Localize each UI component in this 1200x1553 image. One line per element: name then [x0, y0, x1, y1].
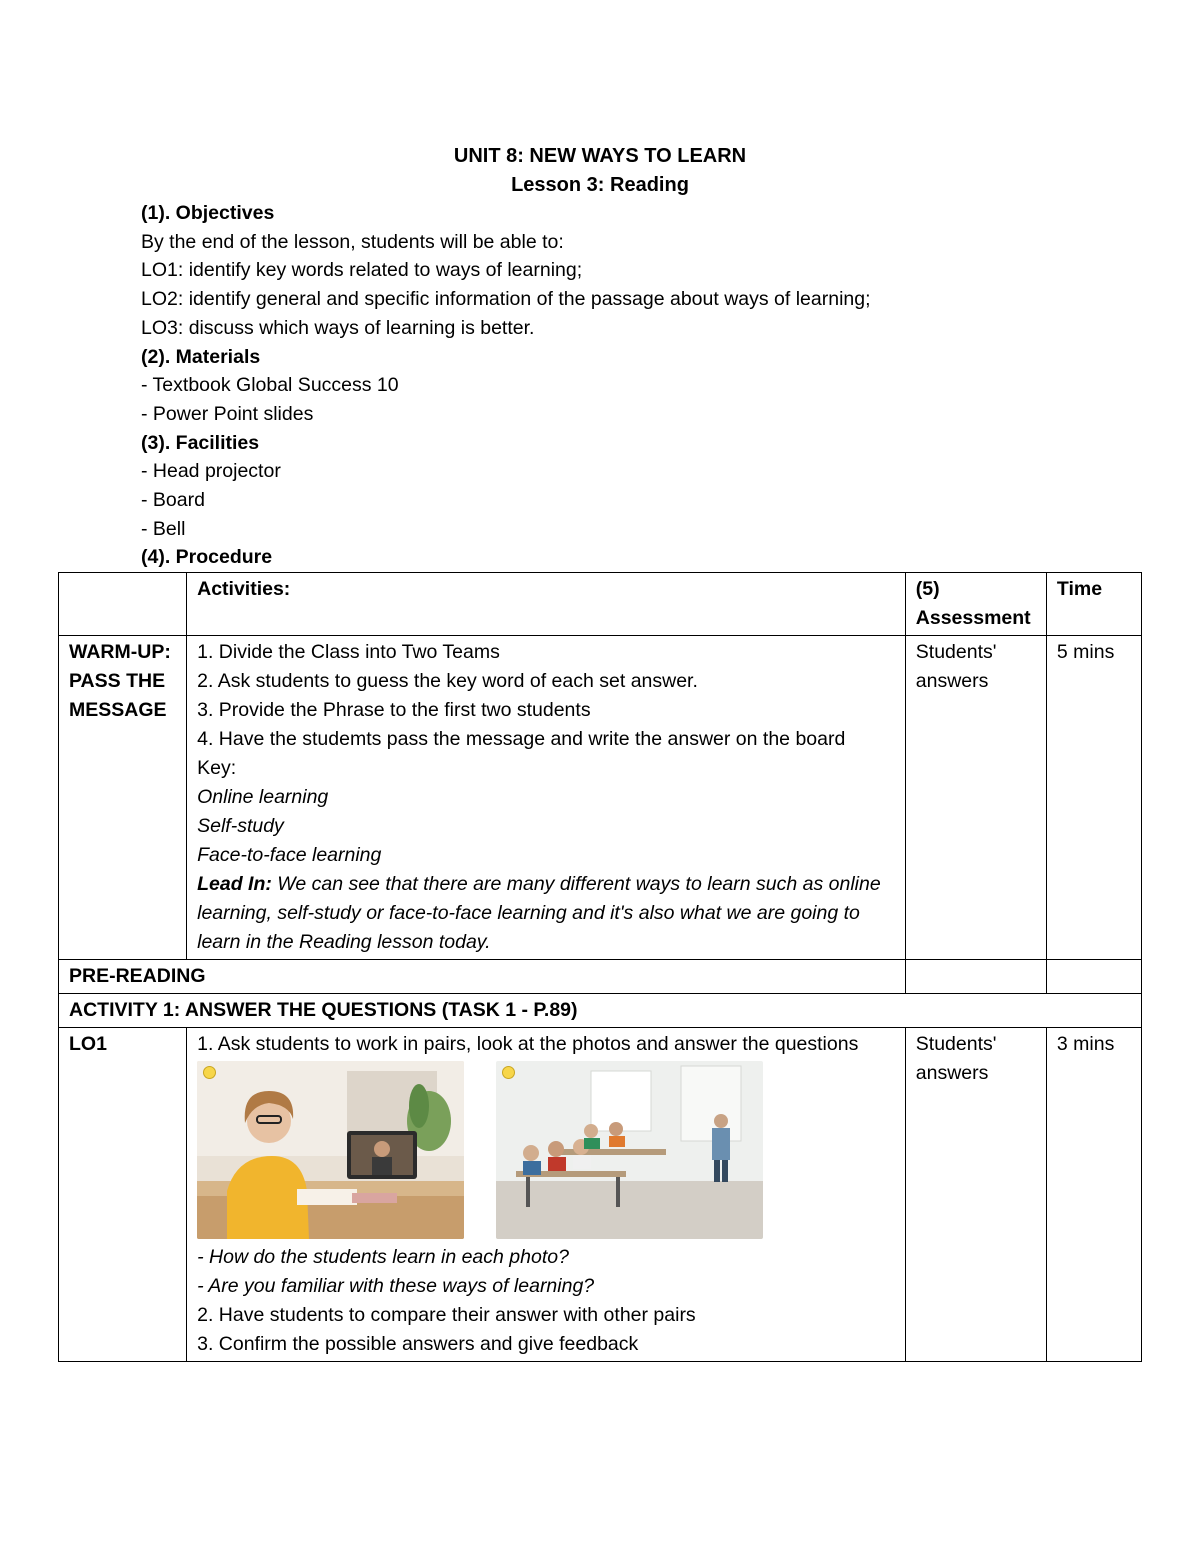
warmup-step: 2. Ask students to guess the key word of each set answer.	[197, 670, 698, 692]
objective-item: LO3: discuss which ways of learning is better.	[141, 316, 535, 339]
activity1-activities	[187, 1028, 906, 1362]
pre-reading-label: PRE-READING	[59, 960, 906, 994]
header-assessment: (5) Assessment	[905, 573, 1046, 636]
activity1-lo: LO1	[59, 1028, 187, 1362]
facility-item: - Head projector	[141, 460, 281, 483]
objective-item: LO2: identify general and specific information of the passage about ways of learning;	[141, 288, 871, 311]
key-label: Key:	[197, 757, 237, 779]
warmup-step: 1. Divide the Class into Two Teams	[197, 641, 500, 663]
facility-item: - Bell	[141, 517, 186, 540]
pre-reading-time-empty	[1046, 960, 1141, 994]
material-item: - Power Point slides	[141, 402, 314, 425]
activity1-step: 1. Ask students to work in pairs, look at the photos and answer the questions	[197, 1033, 859, 1055]
warmup-time: 5 mins	[1046, 636, 1141, 960]
table-row-pre-reading	[59, 960, 1142, 994]
activity1-title: ACTIVITY 1: ANSWER THE QUESTIONS (TASK 1 - P.89)	[59, 994, 1142, 1028]
lesson-title: Lesson 3: Reading	[511, 174, 689, 196]
header-stage-cell	[59, 573, 187, 636]
warmup-activities	[187, 636, 906, 960]
table-row-warmup	[59, 636, 1142, 960]
table-header-row	[59, 573, 1142, 636]
warmup-step: 4. Have the studemts pass the message and write the answer on the board	[197, 728, 846, 750]
online-learning-photo	[197, 1061, 464, 1239]
lesson-overview	[141, 199, 1041, 572]
procedure-heading: (4). Procedure	[141, 546, 273, 569]
activity1-step: 3. Confirm the possible answers and give feedback	[197, 1333, 639, 1355]
activity1-step: 2. Have students to compare their answer with other pairs	[197, 1304, 696, 1326]
facility-item: - Board	[141, 489, 205, 512]
objectives-intro: By the end of the lesson, students will be able to:	[141, 230, 564, 253]
classroom-learning-photo	[496, 1061, 763, 1239]
lead-in	[197, 870, 895, 957]
warmup-stage: WARM-UP: PASS THE MESSAGE	[59, 636, 187, 960]
activity1-assessment: Students' answers	[905, 1028, 1046, 1362]
materials-heading: (2). Materials	[141, 345, 261, 368]
material-item: - Textbook Global Success 10	[141, 374, 399, 397]
lead-in-label: Lead In:	[197, 873, 272, 895]
table-row-activity1-title	[59, 994, 1142, 1028]
warmup-step: 3. Provide the Phrase to the first two students	[197, 699, 591, 721]
key-item: Online learning	[197, 786, 329, 808]
lead-in-text: We can see that there are many different ways to learn such as online learning, self-study or face-to-face learning and it's also what we are going to learn in the Reading lesson today.	[197, 873, 881, 953]
header-time: Time	[1046, 573, 1141, 636]
unit-title: UNIT 8: NEW WAYS TO LEARN	[453, 145, 747, 167]
table-row-activity1	[59, 1028, 1142, 1362]
procedure-table	[58, 572, 1142, 1362]
pre-reading-assessment-empty	[905, 960, 1046, 994]
objective-item: LO1: identify key words related to ways of learning;	[141, 259, 583, 282]
activity1-question: - How do the students learn in each photo?	[197, 1246, 569, 1268]
activity1-question: - Are you familiar with these ways of learning?	[197, 1275, 595, 1297]
activity-photos	[197, 1061, 895, 1239]
key-item: Self-study	[197, 815, 284, 837]
facilities-heading: (3). Facilities	[141, 431, 260, 454]
warmup-assessment: Students' answers	[905, 636, 1046, 960]
objectives-heading: (1). Objectives	[141, 202, 275, 224]
activity1-time: 3 mins	[1046, 1028, 1141, 1362]
header-activities: Activities:	[187, 573, 906, 636]
key-item: Face-to-face learning	[197, 844, 382, 866]
